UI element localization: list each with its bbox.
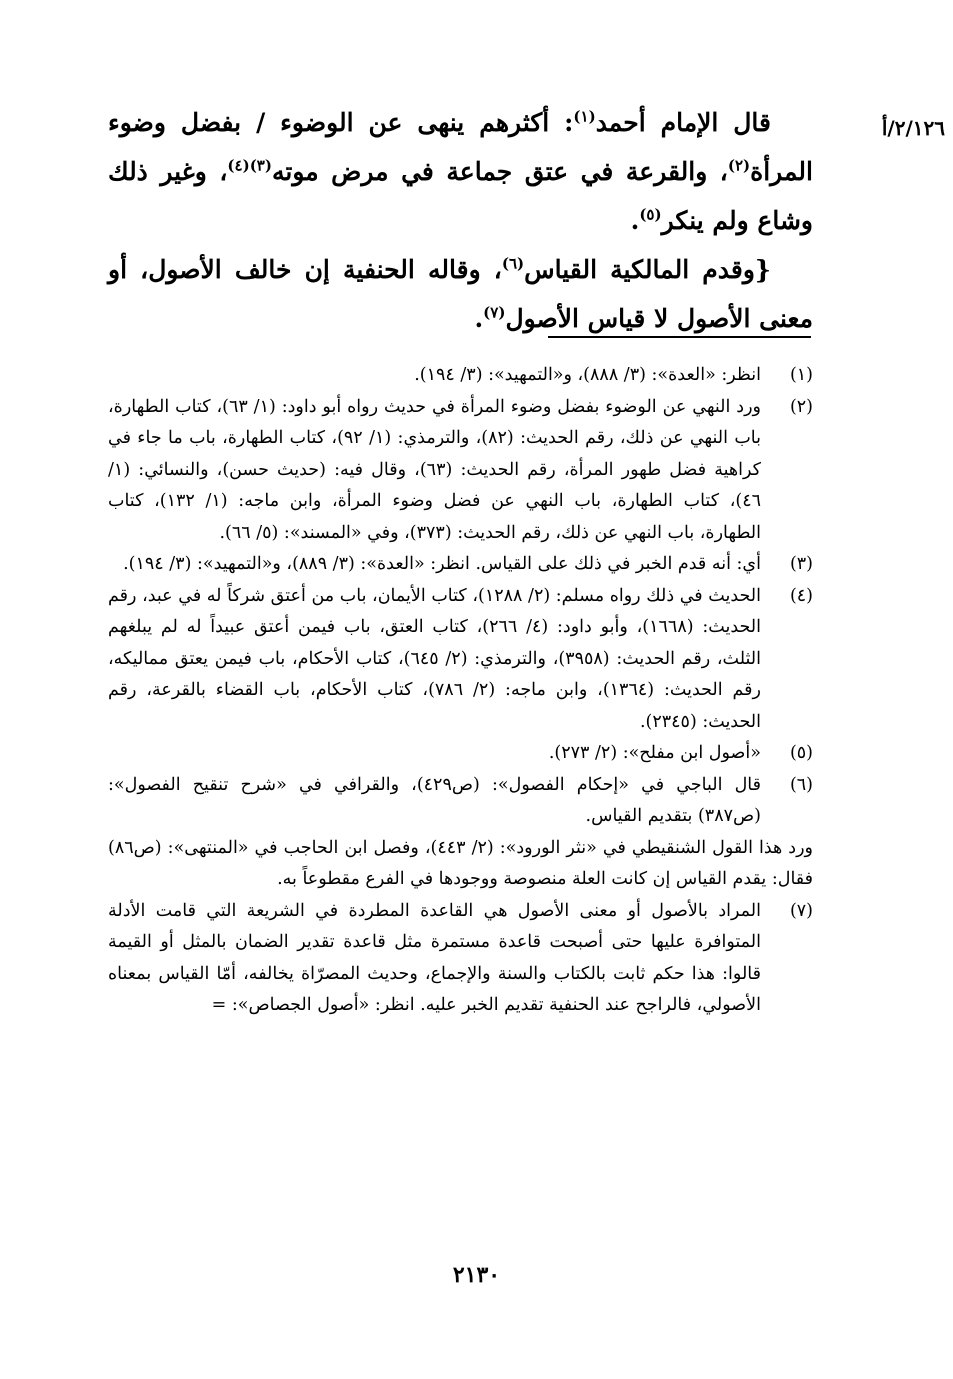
text-segment: . <box>630 206 640 235</box>
text-segment: ، وغير ذلك وشاع ولم ينكر <box>108 157 813 235</box>
text-segment: قال الإمام أحمد <box>595 108 771 137</box>
footnote-text: قال الباجي في «إحكام الفصول»: (ص٤٢٩)، والقرافي في «شرح تنقيح الفصول»: (ص٣٨٧) بتقديم القياس. <box>108 774 761 826</box>
text-segment: : أكثرهم ينهى عن الوضوء / بفضل وضوء المرأة <box>108 108 813 186</box>
footnote-text: انظر: «العدة»: (٣/ ٨٨٨)، و«التمهيد»: (٣/ ١٩٤). <box>414 365 761 385</box>
footnote-number: (٦) <box>789 774 813 795</box>
footnotes-section <box>108 360 813 1022</box>
footnote-text: «أصول ابن مفلح»: (٢/ ٢٧٣). <box>548 743 761 763</box>
footnote-5 <box>108 738 813 770</box>
footnote-number: (٥) <box>789 743 813 763</box>
footnote-text: ورد النهي عن الوضوء بفضل وضوء المرأة في حديث رواه أبو داود: (١/ ٦٣)، كتاب الطهارة، باب النهي عن ذلك، رقم الحديث: (٨٢)، والترمذي: (١/ ٩٢)، كتاب الطهارة، باب ما جاء في كراهية فضل طهور المرأة، رقم الحديث: (٦٣)، وقال فيه: (حديث حسن)، والنسائي: (١/ ٤٦)، كتاب الطهارة، باب النهي عن فضل وضوء المرأة، وابن ماجه: (١/ ١٣٢)، كتاب الطهارة، باب النهي عن ذلك، رقم الحديث: (٣٧٣)، وفي «المسند»: (٥/ ٦٦). <box>108 396 761 543</box>
main-text <box>108 98 813 343</box>
footnote-text: أي: أنه قدم الخبر في ذلك على القياس. انظر: «العدة»: (٣/ ٨٨٩)، و«التمهيد»: (٣/ ١٩٤). <box>123 554 761 574</box>
footnote-2 <box>108 392 813 550</box>
footnote-separator <box>548 336 811 338</box>
footnote-4 <box>108 581 813 739</box>
footnote-6-continuation: ورد هذا القول الشنقيطي في «نثر الورود»: (٢/ ٤٤٣)، وفصل ابن الحاجب في «المنتهى»: (ص٨٦) فقال: يقدم القياس إن كانت العلة منصوصة ووجودها في الفرع مقطوعاً به. <box>108 837 814 889</box>
footnote-number: (٤) <box>789 585 813 606</box>
text-segment: ، وقاله الحنفية إن خالف الأصول، أو معنى الأصول لا قياس الأصول <box>108 255 813 333</box>
footnote-ref-4[interactable]: (٤) <box>227 156 250 175</box>
footnote-number: (٣) <box>789 554 813 574</box>
footnote-6 <box>108 770 813 833</box>
footnote-number: (٢) <box>789 396 813 417</box>
text-segment: ، والقرعة في عتق جماعة في مرض موته <box>271 157 728 186</box>
margin-reference: ٢/١٢٦/أ <box>881 116 945 140</box>
footnote-ref-2[interactable]: (٢) <box>727 156 751 175</box>
footnote-ref-6[interactable]: (٦) <box>501 254 525 273</box>
footnote-ref-3[interactable]: (٣) <box>249 156 272 175</box>
text-segment: {وقدم المالكية القياس <box>524 255 771 284</box>
main-paragraph-2 <box>108 245 813 343</box>
text-segment: . <box>474 304 484 333</box>
footnote-ref-5[interactable]: (٥) <box>639 205 662 224</box>
footnote-ref-7[interactable]: (٧) <box>483 303 506 322</box>
footnote-1 <box>108 360 813 392</box>
footnote-text: الحديث في ذلك رواه مسلم: (٢/ ١٢٨٨)، كتاب الأيمان، باب من أعتق شركاً له في عبد، رقم الحديث: (١٦٦٨)، وأبو داود: (٤/ ٢٦٦)، كتاب العتق، باب فيمن أعتق عبيداً له لم يبلغهم الثلث، رقم الحديث: (٣٩٥٨)، والترمذي: (٢/ ٦٤٥)، كتاب الأحكام، باب فيمن يعتق مماليكه، رقم الحديث: (١٣٦٤)، وابن ماجه: (٢/ ٧٨٦)، كتاب الأحكام، باب القضاء بالقرعة، رقم الحديث: (٢٣٤٥). <box>108 585 761 732</box>
footnote-number: (١) <box>789 365 813 385</box>
page-number: ٢١٣٠ <box>452 1262 501 1288</box>
footnote-text: المراد بالأصول أو معنى الأصول هي القاعدة المطردة في الشريعة التي قامت الأدلة المتوافرة عليها حتى أصبحت قاعدة مستمرة مثل قاعدة تقدير الضمان بالمثل أو القيمة قالوا: هذا حكم ثابت بالكتاب والسنة والإجماع، وحديث المصرّاة يخالفه، أمّا القياس بمعناه الأصولي، فالراجح عند الحنفية تقديم الخبر عليه. انظر: «أصول الجصاص»: = <box>108 900 761 1015</box>
main-paragraph-1 <box>108 98 813 245</box>
footnote-ref-1[interactable]: (١) <box>573 107 596 126</box>
footnote-7 <box>108 896 813 1022</box>
footnote-number: (٧) <box>789 900 813 921</box>
footnote-3 <box>108 549 813 581</box>
